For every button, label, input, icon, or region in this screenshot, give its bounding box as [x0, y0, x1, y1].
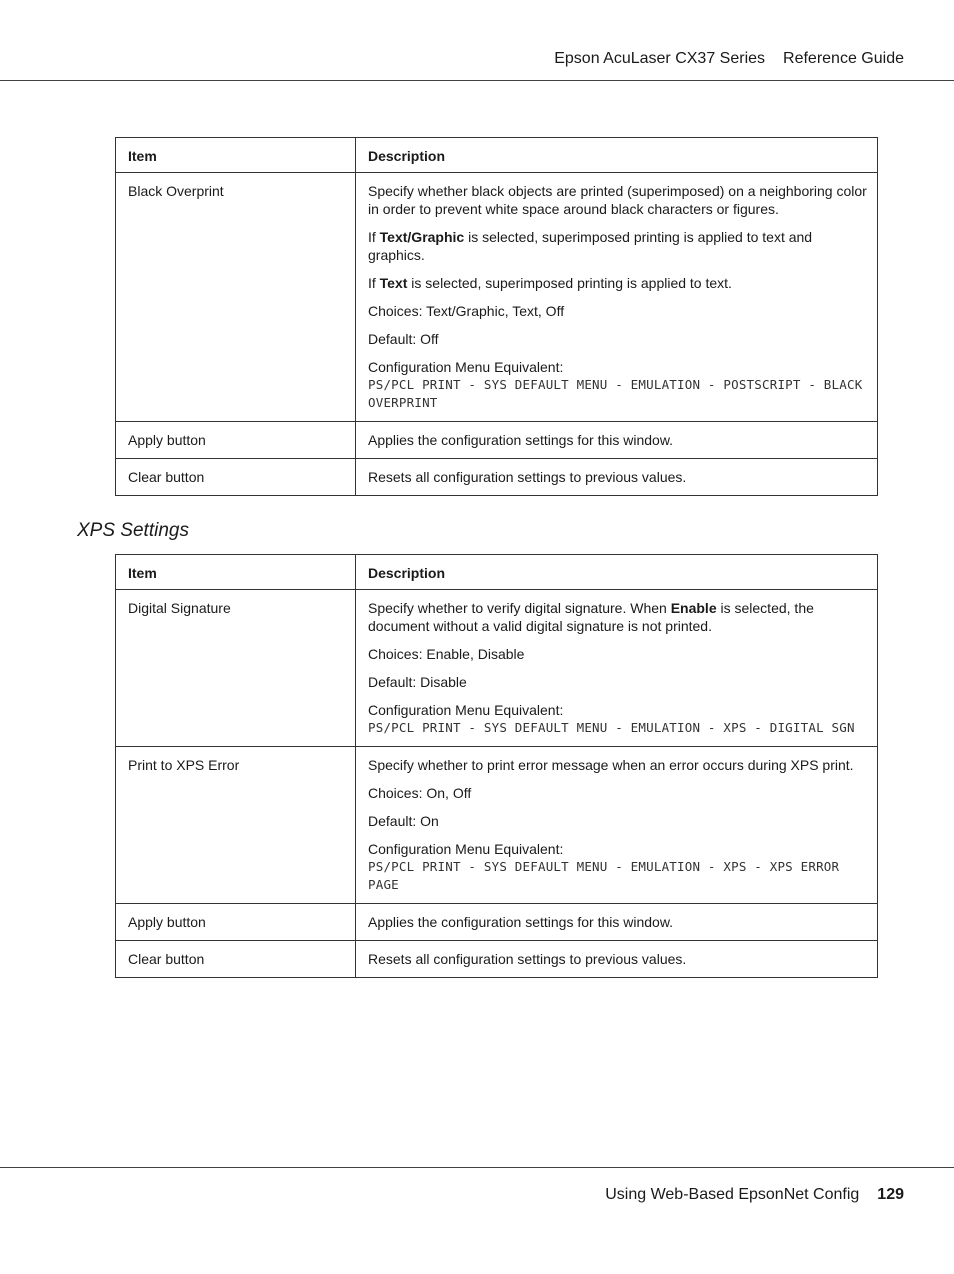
description-cell: [356, 747, 878, 904]
default-text: Default: On: [368, 813, 439, 829]
column-header-item: Item: [116, 138, 356, 173]
table-header-row: [116, 138, 878, 173]
description-text: If Text/Graphic is selected, superimposed printing is applied to text and graphics.: [368, 229, 813, 263]
table-row: [116, 747, 878, 904]
config-equivalent: Configuration Menu Equivalent: PS/PCL PRINT - SYS DEFAULT MENU - EMULATION - XPS - XPS ERROR PAGE: [368, 840, 867, 894]
column-header-item: Item: [116, 555, 356, 590]
table-row: [116, 422, 878, 459]
table-row: [116, 459, 878, 496]
description-text: Specify whether black objects are printed (superimposed) on a neighboring color in order to prevent white space around black characters or figures.: [368, 183, 867, 217]
item-cell: Apply button: [116, 422, 356, 459]
description-text: If Text is selected, superimposed printing is applied to text.: [368, 275, 732, 291]
product-name: Epson AcuLaser CX37 Series: [554, 50, 766, 67]
table-header-row: [116, 555, 878, 590]
description-cell: Resets all configuration settings to previous values.: [356, 459, 878, 496]
column-header-description: Description: [356, 138, 878, 173]
footer-rule: [0, 1167, 954, 1168]
description-text: Specify whether to verify digital signature. When Enable is selected, the document without a valid digital signature is not printed.: [368, 600, 814, 634]
settings-table-2: [115, 554, 878, 978]
config-path: PS/PCL PRINT - SYS DEFAULT MENU - EMULATION - XPS - DIGITAL SGN: [368, 720, 855, 735]
default-text: Default: Off: [368, 331, 439, 347]
choices-text: Choices: On, Off: [368, 785, 472, 801]
page-number: 129: [877, 1186, 904, 1203]
item-cell: Clear button: [116, 941, 356, 978]
header-rule: [0, 80, 954, 81]
config-path: PS/PCL PRINT - SYS DEFAULT MENU - EMULATION - XPS - XPS ERROR PAGE: [368, 859, 840, 892]
description-cell: Resets all configuration settings to previous values.: [356, 941, 878, 978]
guide-name: Reference Guide: [783, 50, 904, 67]
description-text: Specify whether to print error message when an error occurs during XPS print.: [368, 757, 854, 773]
table-row: [116, 173, 878, 422]
item-cell: Black Overprint: [116, 173, 356, 422]
page-footer: [605, 1186, 904, 1204]
choices-text: Choices: Enable, Disable: [368, 646, 525, 662]
column-header-description: Description: [356, 555, 878, 590]
section-title: XPS Settings: [77, 520, 189, 541]
page-header: [554, 50, 904, 68]
table-row: [116, 590, 878, 747]
settings-table-1: [115, 137, 878, 496]
description-cell: [356, 590, 878, 747]
config-equivalent: Configuration Menu Equivalent: PS/PCL PRINT - SYS DEFAULT MENU - EMULATION - XPS - DIGITAL SGN: [368, 701, 867, 737]
config-path: PS/PCL PRINT - SYS DEFAULT MENU - EMULATION - POSTSCRIPT - BLACK OVERPRINT: [368, 377, 863, 410]
chapter-title: Using Web-Based EpsonNet Config: [605, 1186, 860, 1203]
table-row: [116, 904, 878, 941]
table-row: [116, 941, 878, 978]
default-text: Default: Disable: [368, 674, 467, 690]
config-equivalent: Configuration Menu Equivalent: PS/PCL PRINT - SYS DEFAULT MENU - EMULATION - POSTSCRIPT - BLACK OVERPRINT: [368, 358, 867, 412]
description-cell: Applies the configuration settings for this window.: [356, 904, 878, 941]
item-cell: Digital Signature: [116, 590, 356, 747]
item-cell: Clear button: [116, 459, 356, 496]
description-cell: Applies the configuration settings for this window.: [356, 422, 878, 459]
choices-text: Choices: Text/Graphic, Text, Off: [368, 303, 565, 319]
item-cell: Print to XPS Error: [116, 747, 356, 904]
description-cell: [356, 173, 878, 422]
item-cell: Apply button: [116, 904, 356, 941]
